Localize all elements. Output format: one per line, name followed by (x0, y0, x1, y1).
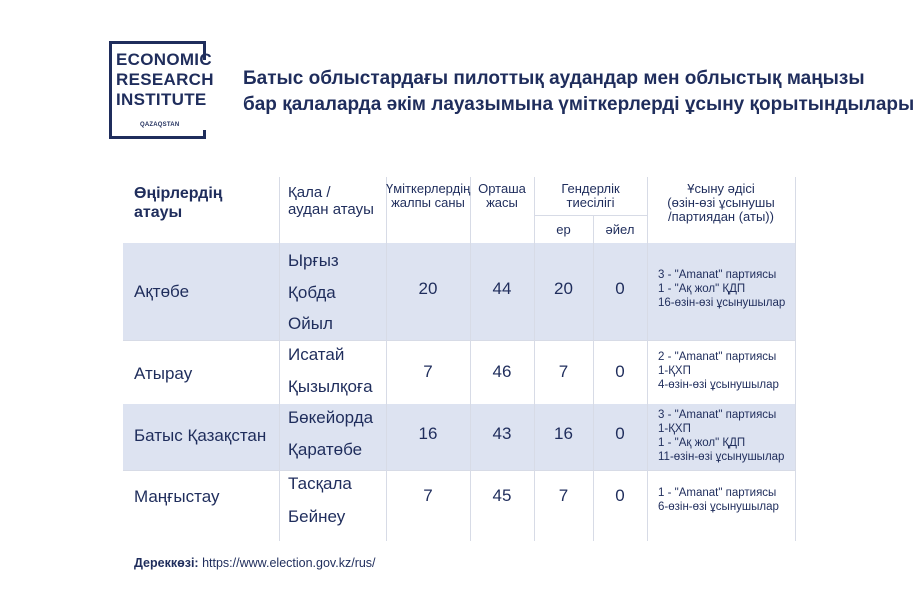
region-name: Маңғыстау (134, 487, 220, 506)
header-city-line: Қала / (288, 184, 331, 201)
header-region-line: Өңірлердің (134, 185, 223, 202)
header-age (470, 182, 534, 210)
total-count: 16 (418, 424, 438, 443)
header-gender-line: тиесілігі (566, 195, 615, 210)
header-total-line: Үміткерлердің (386, 181, 471, 196)
header-method-line: /партиядан (аты)) (668, 209, 774, 224)
male-count: 20 (554, 279, 573, 298)
method-line: 6-өзін-өзі ұсынушылар (658, 501, 779, 513)
header-male: ер (556, 222, 571, 237)
source-note (134, 556, 376, 570)
method-line: 1-ҚХП (658, 423, 691, 435)
male-count: 7 (558, 362, 569, 381)
header-age-line: жасы (486, 195, 518, 210)
city-name: Қызылқоға (288, 377, 373, 396)
logo-text (116, 50, 214, 110)
header-method (647, 182, 795, 224)
method-line: 1-ҚХП (658, 365, 691, 377)
header-method-line: (өзін-өзі ұсынушы (667, 195, 775, 210)
nomination-method (658, 408, 784, 464)
logo-line: INSTITUTE (116, 90, 207, 109)
logo-line: ECONOMIC (116, 50, 212, 69)
grid-line (123, 340, 795, 341)
city-name: Бейнеу (288, 507, 346, 526)
source-link[interactable]: https://www.election.gov.kz/rus/ (202, 556, 376, 570)
logo-line: RESEARCH (116, 70, 214, 89)
total-count: 20 (418, 279, 438, 298)
title-line-1: Батыс облыстардағы пилоттық аудандар мен облыстық маңызы (243, 68, 865, 89)
city-name: Ырғыз (288, 251, 339, 270)
region-name: Ақтөбе (134, 282, 190, 301)
average-age: 44 (492, 279, 512, 298)
city-name: Исатай (288, 345, 345, 364)
female-count: 0 (615, 486, 625, 505)
grid-line (795, 177, 796, 541)
grid-line (279, 177, 280, 541)
city-name: Ойыл (288, 314, 333, 333)
method-line: 3 - "Amanat" партиясы (658, 409, 777, 421)
header-city (288, 184, 374, 218)
region-name: Батыс Қазақстан (134, 426, 267, 445)
header-total-line: жалпы саны (391, 195, 465, 210)
nomination-method (658, 486, 779, 514)
header-female: әйел (605, 222, 635, 237)
title-line-2: бар қалаларда әкім лауазымына үміткерлерді ұсыну қорытындылары (243, 94, 915, 115)
grid-line (647, 177, 648, 541)
method-line: 16-өзін-өзі ұсынушылар (658, 297, 786, 309)
method-line: 1 - "Amanat" партиясы (658, 487, 777, 499)
male-count: 16 (554, 424, 573, 443)
method-line: 3 - "Amanat" партиясы (658, 269, 777, 281)
region-name: Атырау (134, 364, 193, 383)
method-line: 2 - "Amanat" партиясы (658, 351, 777, 363)
total-count: 7 (423, 362, 433, 381)
female-count: 0 (615, 362, 625, 381)
page-title (243, 66, 914, 118)
header-gender-line: Гендерлік (561, 181, 620, 196)
header-city-line: аудан атауы (288, 201, 374, 218)
total-count: 7 (423, 486, 433, 505)
city-name: Қобда (288, 283, 336, 302)
header-total (386, 182, 470, 210)
method-line: 1 - "Ақ жол" ҚДП (658, 283, 746, 295)
average-age: 43 (492, 424, 512, 443)
logo-subtitle: QAZAQSTAN (140, 122, 180, 128)
header-age-line: Орташа (478, 181, 526, 196)
nomination-method (658, 350, 779, 392)
method-line: 11-өзін-өзі ұсынушылар (658, 451, 785, 463)
male-count: 7 (558, 486, 569, 505)
method-line: 4-өзін-өзі ұсынушылар (658, 379, 779, 391)
grid-line (123, 470, 795, 471)
source-label: Дереккөзі: (134, 556, 199, 570)
average-age: 46 (492, 362, 512, 381)
city-name: Қаратөбе (288, 440, 363, 459)
average-age: 45 (492, 486, 512, 505)
header-method-line: Ұсыну әдісі (687, 181, 755, 196)
header-region-line: атауы (134, 204, 183, 221)
grid-line (534, 215, 647, 216)
city-name: Бөкейорда (288, 408, 374, 427)
nomination-method (658, 268, 785, 310)
method-line: 1 - "Ақ жол" ҚДП (658, 437, 746, 449)
female-count: 0 (615, 279, 625, 298)
female-count: 0 (615, 424, 625, 443)
header-region (134, 184, 222, 222)
city-name: Тасқала (288, 474, 352, 493)
header-gender (534, 182, 647, 210)
